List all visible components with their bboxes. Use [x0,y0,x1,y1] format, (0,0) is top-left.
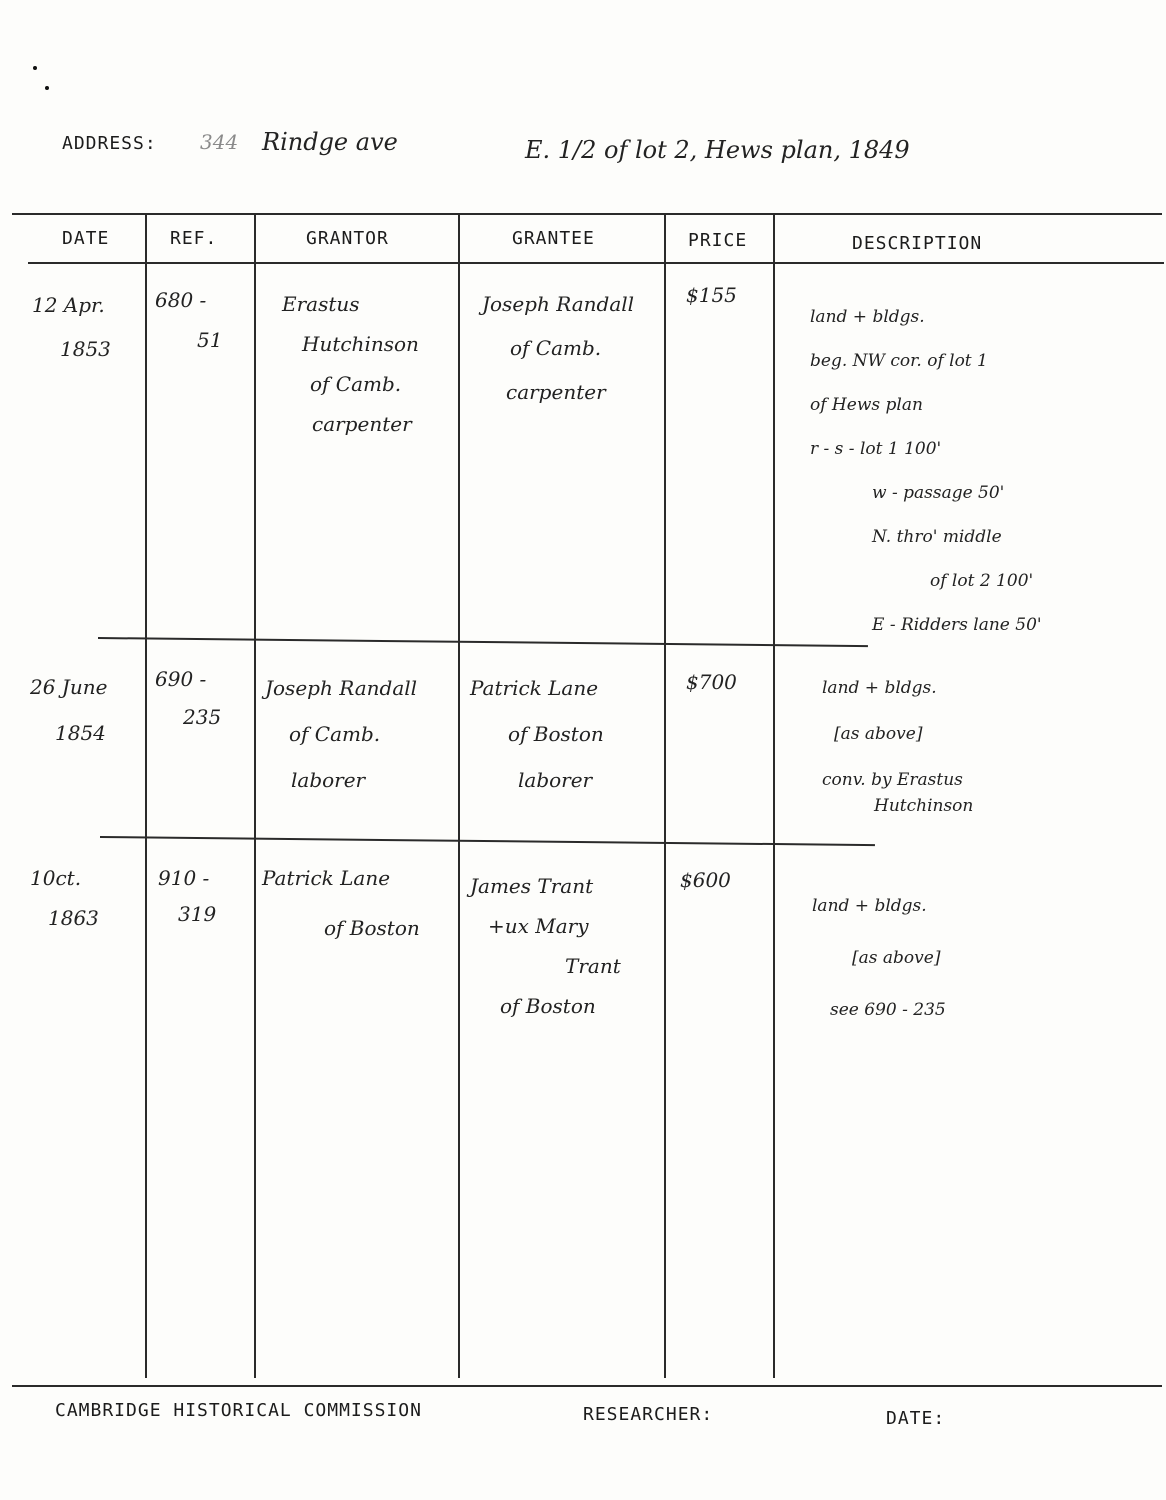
row-1-price: $155 [686,283,737,307]
column-divider [145,215,147,1378]
row-3-date: 10ct. 1863 [30,866,99,930]
address-note: E. 1/2 of lot 2, Hews plan, 1849 [525,136,910,164]
column-header-ref: REF. [170,228,218,249]
footer-rule [12,1385,1162,1387]
row-2-ref: 690 - 235 [155,667,222,729]
footer-researcher-label: RESEARCHER: [583,1404,714,1425]
row-1-ref: 680 - 51 [155,288,223,352]
table-top-rule [12,213,1162,215]
row-separator [98,637,868,647]
row-3-description: land + bldgs. [as above] see 690 - 235 [812,896,946,1020]
row-3-price: $600 [680,868,731,892]
stray-mark [45,86,49,90]
column-divider [773,215,775,1378]
row-separator [100,836,875,846]
footer-organization: CAMBRIDGE HISTORICAL COMMISSION [55,1400,422,1421]
column-header-date: DATE [62,228,110,249]
column-divider [458,215,460,1378]
row-2-grantee: Patrick Lane of Boston laborer [470,676,604,792]
row-2-description: land + bldgs. [as above] conv. by Erastus Hutchinson [822,678,974,816]
row-1-description: land + bldgs. beg. NW cor. of lot 1 of Hews plan r - s - lot 1 100' w - passage 50' N. thro' middle of lot 2 100' E - Ridders lane 50' [810,307,1042,635]
row-2-grantor: Joseph Randall of Camb. laborer [265,676,418,792]
row-1-date: 12 Apr. 1853 [32,293,111,361]
header-bottom-rule [28,262,1164,264]
column-divider [664,215,666,1378]
row-1-grantor: Erastus Hutchinson of Camb. carpenter [282,292,419,436]
row-3-ref: 910 - 319 [158,866,217,926]
column-header-description: DESCRIPTION [852,233,983,254]
address-label: ADDRESS: [62,133,157,154]
address-number: 344 [200,130,239,154]
footer-date-label: DATE: [886,1408,946,1429]
row-2-price: $700 [686,670,737,694]
row-3-grantor: Patrick Lane of Boston [262,866,420,940]
address-street: Rindge ave [262,128,398,156]
stray-mark [33,66,37,70]
row-3-grantee: James Trant +ux Mary Trant of Boston [470,874,621,1018]
row-1-grantee: Joseph Randall of Camb. carpenter [482,292,635,404]
column-header-grantor: GRANTOR [306,228,389,249]
column-divider [254,215,256,1378]
column-header-price: PRICE [688,230,748,251]
column-header-grantee: GRANTEE [512,228,595,249]
row-2-date: 26 June 1854 [30,675,108,745]
